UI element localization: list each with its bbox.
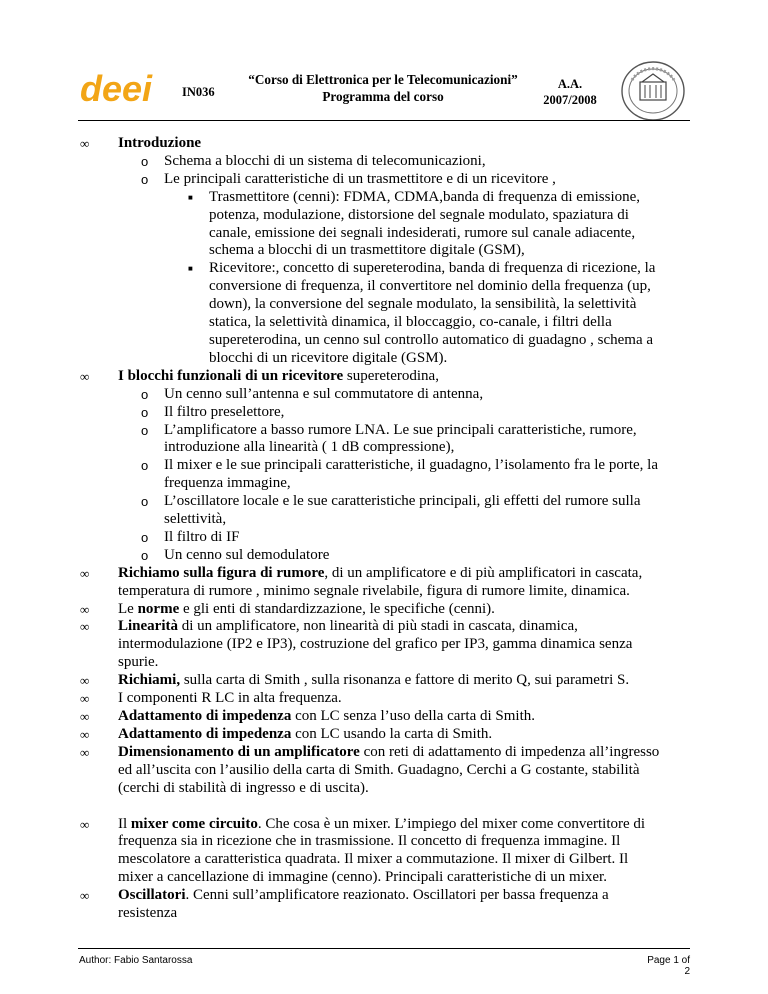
item-text: supereterodina, xyxy=(343,367,439,384)
syllabus-list xyxy=(0,135,660,923)
item-text: I componenti R LC in alta frequenza. xyxy=(118,690,342,707)
syllabus-item xyxy=(118,672,660,690)
syllabus-item xyxy=(118,726,660,744)
sub-item-text: L’amplificatore a basso rumore LNA. Le sue principali caratteristiche, rumore, introduzione alla linearità ( 1 dB compressione), xyxy=(164,421,637,456)
item-text: Il xyxy=(118,815,131,832)
item-heading: norme xyxy=(137,600,180,617)
footer-page-number: Page 1 of 2 xyxy=(647,955,690,977)
sub-item xyxy=(164,547,660,565)
syllabus-item xyxy=(118,887,660,923)
sub-item-text: Il filtro preselettore, xyxy=(164,403,285,420)
item-text: . Cenni sull’amplificatore reazionato. Oscillatori per bassa frequenza a resistenza xyxy=(118,887,609,922)
item-heading: Adattamento di impedenza xyxy=(118,708,292,724)
sub-item-text: Un cenno sull’antenna e sul commutatore di antenna, xyxy=(164,385,484,402)
syllabus-item xyxy=(118,368,660,565)
sub-item xyxy=(164,457,660,493)
sub-list xyxy=(118,386,660,565)
item-heading: Richiamo sulla figura di rumore xyxy=(118,564,325,581)
sub-item xyxy=(164,404,660,422)
detail-list xyxy=(164,189,660,368)
syllabus-item xyxy=(118,708,660,726)
page-header xyxy=(0,0,768,120)
item-text: , di un amplificatore e di più amplificatori in cascata, temperatura di rumore , minimo segnale rivelabile, figura di rumore limite, dinamica. xyxy=(118,564,643,599)
item-heading: Dimensionamento di un amplificatore xyxy=(118,743,360,760)
header-divider xyxy=(78,120,690,121)
deei-logo xyxy=(80,72,178,106)
item-text: e gli enti di standardizzazione, le specifiche (cenni). xyxy=(179,600,495,617)
course-code: IN036 xyxy=(182,85,215,99)
item-text: con reti di adattamento di impedenza all’ingresso ed all’uscita con l’ausilio della carta di Smith. Guadagno, Cerchi a G costante, stabilità (cerchi di stabilità di ingresso e di uscita). xyxy=(118,743,660,796)
university-seal xyxy=(620,60,686,122)
detail-item: ■ Ricevitore:, concetto di supereterodina, banda di frequenza di ricezione, la conversione di frequenza, il convertitore nel dominio della frequenza (up, down), la conversione del segnale modulato, la sensibilità, la selettività statica, la selettività dinamica, il bloccaggio, co-canale, i filtri della supereterodina, un cenno sul controllo automatico di guadagno , schema a blocchi di un ricevitore digitale (GSM). xyxy=(209,260,660,367)
syllabus-item xyxy=(118,565,660,601)
course-subtitle: Programma del corso xyxy=(322,89,444,104)
sub-item xyxy=(164,171,660,368)
sub-item xyxy=(164,422,660,458)
course-title-block xyxy=(238,71,528,105)
item-heading: Introduzione xyxy=(118,135,202,151)
sub-item xyxy=(164,386,660,404)
item-text: sulla carta di Smith , sulla risonanza e fattore di merito Q, sui parametri S. xyxy=(180,672,630,689)
syllabus-item xyxy=(118,690,660,708)
sub-item-text: Le principali caratteristiche di un trasmettitore e di un ricevitore , xyxy=(164,170,556,187)
item-text: di un amplificatore, non linearità di più stadi in cascata, dinamica, intermodulazione (IP2 e IP3), costruzione del grafico per IP3, gamma dinamica senza spurie. xyxy=(118,618,633,671)
sub-item xyxy=(164,529,660,547)
detail-item: ■ Trasmettitore (cenni): FDMA, CDMA,banda di frequenza di emissione, potenza, modulazione, distorsione del segnale modulato, spaziatura di canale, emissione dei segnali indesiderati, rumore sul canale adiacente, schema a blocchi di un trasmettitore digitale (GSM), xyxy=(209,189,660,261)
academic-year xyxy=(540,76,600,108)
item-heading: mixer come circuito xyxy=(130,815,258,832)
syllabus-item xyxy=(118,816,660,888)
item-heading: Linearità xyxy=(118,618,178,635)
item-heading: Adattamento di impedenza xyxy=(118,725,292,742)
footer-author: Author: Fabio Santarossa xyxy=(79,955,193,966)
syllabus-item xyxy=(118,618,660,672)
syllabus-item xyxy=(118,135,660,368)
sub-item xyxy=(164,153,660,171)
syllabus-item xyxy=(118,744,660,798)
sub-item-text: Il mixer e le sue principali caratteristiche, il guadagno, l’isolamento fra le porte, la frequenza immagine, xyxy=(164,457,658,492)
sub-item-text: Un cenno sul demodulatore xyxy=(164,546,330,563)
sub-item-text: Il filtro di IF xyxy=(164,528,240,545)
item-heading: Richiami, xyxy=(118,672,181,689)
item-text: con LC senza l’uso della carta di Smith. xyxy=(291,708,536,724)
item-heading: I blocchi funzionali di un ricevitore xyxy=(118,367,344,384)
item-text: . Che cosa è un mixer. L’impiego del mixer come convertitore di frequenza sia in ricezione che in trasmissione. Il concetto di frequenza immagine. Il mescolatore a caratteristica quadrata. Il mixer a commutazione. Il mixer di Gilbert. Il mixer a cancellazione di immagine (cenno). Principali caratteristiche di un mixer. xyxy=(118,815,646,886)
svg-text:deei: deei xyxy=(80,72,153,106)
footer-divider xyxy=(78,948,690,949)
syllabus-item xyxy=(118,601,660,619)
course-title: “Corso di Elettronica per le Telecomunicazioni” xyxy=(248,72,518,87)
sub-list xyxy=(118,153,660,368)
item-text: con LC usando la carta di Smith. xyxy=(291,725,493,742)
aa-year: 2007/2008 xyxy=(543,93,597,107)
sub-item xyxy=(164,493,660,529)
syllabus-content xyxy=(0,135,768,923)
aa-label: A.A. xyxy=(557,77,583,91)
item-text: Le xyxy=(118,600,138,617)
sub-item-text: Schema a blocchi di un sistema di telecomunicazioni, xyxy=(164,152,486,169)
sub-item-text: L’oscillatore locale e le sue caratteristiche principali, gli effetti del rumore sulla selettività, xyxy=(164,493,641,528)
item-heading: Oscillatori xyxy=(118,887,186,904)
